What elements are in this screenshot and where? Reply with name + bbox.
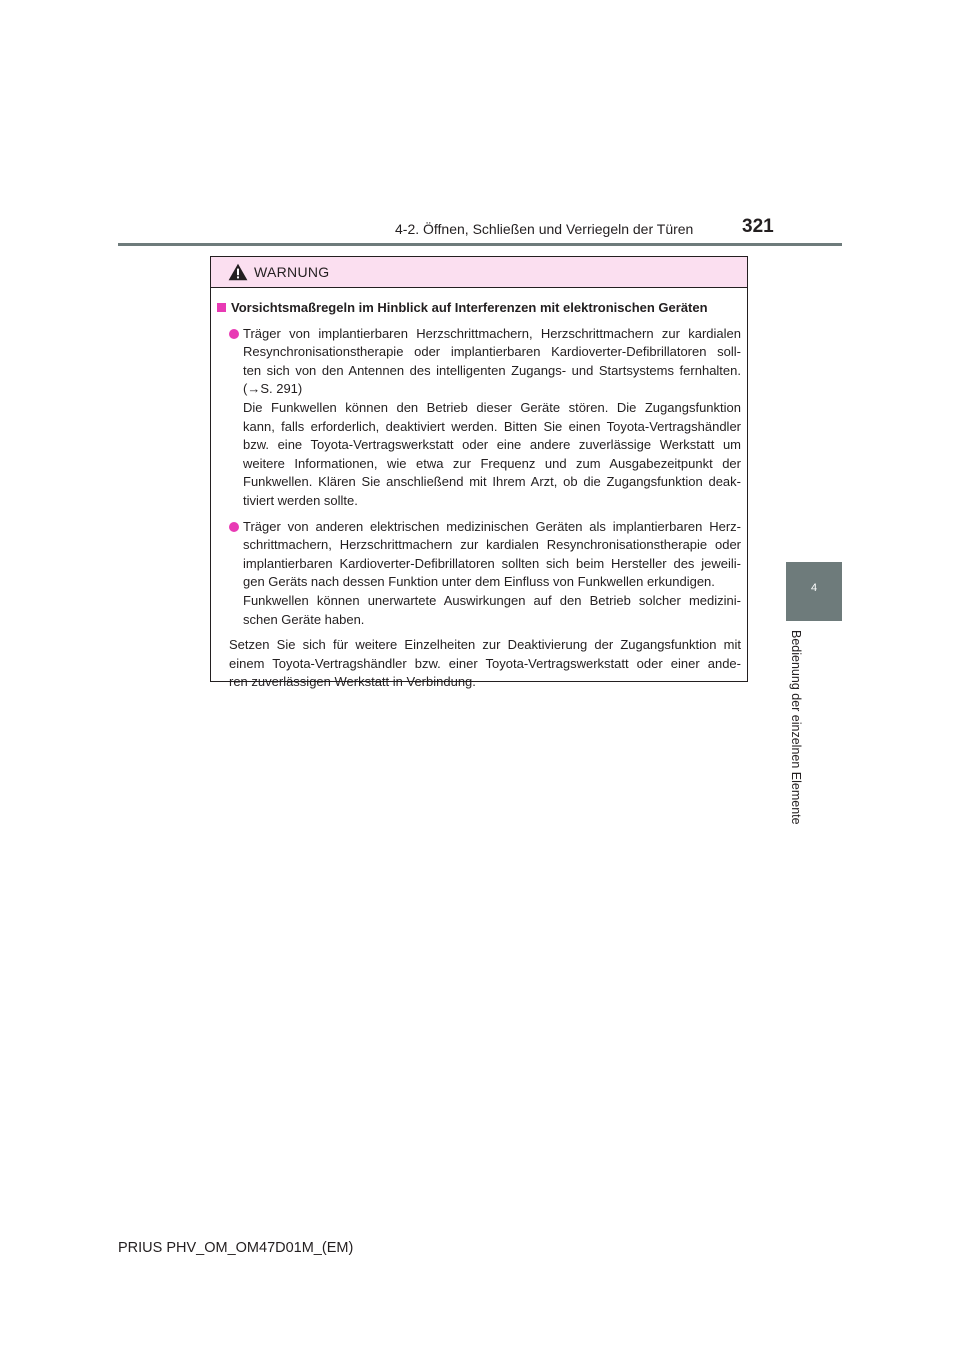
warning-body [211,288,747,692]
text-line: tiviert werden sollte. [243,492,358,508]
warning-title: WARNUNG [254,264,330,280]
text-line: Träger von anderen elektrischen medizinischen Geräten als implantierbaren Herz- [243,518,741,534]
text-line: kann, falls erforderlich, deaktiviert werden. Bitten Sie einen Toyota-Vertragshändler [243,418,741,434]
circle-bullet-icon [229,329,239,339]
warning-box [210,256,748,690]
text-line: Die Funkwellen können den Betrieb dieser Geräte stören. Die Zugangsfunktion [243,399,741,415]
text-line: ten sich von den Antennen des intelligenten Zugangs- und Startsystems fernhalten. [243,362,741,378]
square-bullet-icon [217,303,226,312]
circle-bullet-icon [229,522,239,532]
warning-triangle-icon [228,263,248,281]
text-line: Träger von implantierbaren Herzschrittmachern, Herzschrittmachern zur kardialen [243,325,741,341]
bullet-item [217,325,741,511]
page-number: 321 [742,216,774,237]
text-line: Funkwellen. Klären Sie anschließend mit Ihrem Arzt, ob die Zugangsfunktion deak- [243,474,741,490]
warning-heading-text: Vorsichtsmaßregeln im Hinblick auf Interferenzen mit elektronischen Geräten [231,300,708,315]
text-line: Resynchronisationstherapie oder implantierbaren Kardioverter-Defibrillatoren soll- [243,344,741,360]
chapter-label: Bedienung der einzelnen Elemente [789,630,803,825]
bullet-item [217,518,741,630]
text-line: bzw. eine Toyota-Vertragswerkstatt oder eine andere zuverlässige Werkstatt um [243,437,741,453]
text-line: weitere Informationen, wie etwa zur Frequenz und zum Ausgabezeitpunkt der [243,455,741,471]
text-line: Setzen Sie sich für weitere Einzelheiten zur Deaktivierung der Zugangsfunktion mit [229,637,741,653]
chapter-number: 4 [810,582,818,594]
chapter-tab [786,562,842,621]
warning-section-heading [217,299,741,318]
warning-header [211,257,747,288]
page-reference: (→S. 291) [243,381,303,397]
text-line: einem Toyota-Vertragshändler bzw. einer Toyota-Vertragswerkstatt oder einer ande- [229,655,741,671]
document-code: PRIUS PHV_OM_OM47D01M_(EM) [118,1240,354,1256]
closing-paragraph [217,636,741,692]
text-line: schen Geräte haben. [243,611,365,627]
text-line: implantierbaren Kardioverter-Defibrillatoren sollten sich beim Hersteller des jeweili- [243,555,741,571]
text-line: gen Geräts nach dessen Funktion unter dem Einfluss von Funkwellen erkundigen. [243,574,715,590]
text-line: Funkwellen können unerwartete Auswirkungen auf den Betrieb solcher medizini- [243,592,741,608]
text-line: schrittmachern, Herzschrittmachern zur kardialen Resynchronisationstherapie oder [243,537,741,553]
header-divider [118,243,842,246]
header-section-title: 4-2. Öffnen, Schließen und Verriegeln der Türen [395,221,694,237]
text-line: ren zuverlässigen Werkstatt in Verbindung. [229,674,476,690]
